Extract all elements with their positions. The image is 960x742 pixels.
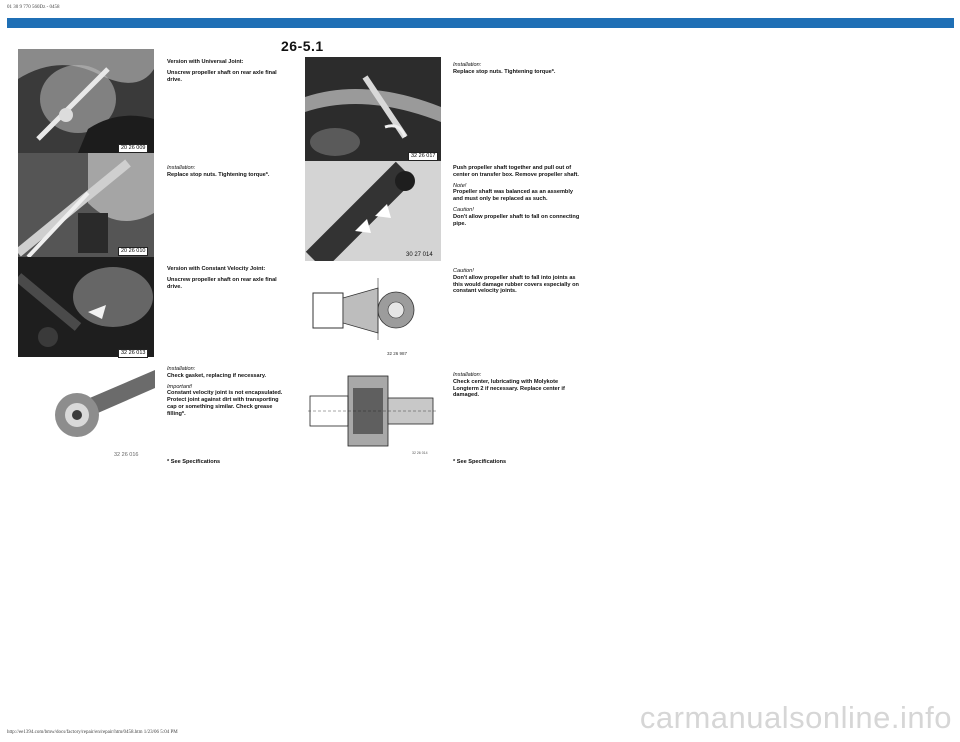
header-bar (7, 18, 954, 28)
photo-caption: 32 26 016 (114, 452, 139, 458)
watermark: carmanualsonline.info (639, 700, 952, 735)
instruction-text: Don't allow propeller shaft to fall into joints as this would damage rubber covers especially on constant velocity joints. (453, 274, 579, 295)
instruction-text: Unscrew propeller shaft on rear axle final drive. (167, 276, 277, 290)
instruction-text: Propeller shaft was balanced as an assembly and must only be replaced as such. (453, 189, 574, 203)
instruction-text: Unscrew propeller shaft on rear axle final drive. (167, 69, 277, 83)
text-installation-3 (453, 62, 583, 76)
instruction-text: Push propeller shaft together and pull out of center on transfer box. Remove propeller shaft. (453, 165, 579, 178)
photo-transfer-box (305, 161, 441, 261)
section-heading: Version with Universal Joint: (167, 59, 244, 65)
page-number: 26-5.1 (281, 38, 324, 54)
footer-url: http://ee1394.com/bmw/docs/factory/repair/en/repair/htm/0458.htm 1/23/06 5:04 PM (7, 730, 178, 735)
text-universal-joint (167, 59, 285, 87)
photo-caption: 20 26 009 (118, 144, 148, 153)
footnote: * See Specifications (453, 459, 507, 465)
photo-cv-joint-car (18, 257, 154, 357)
photo-caption: 30 27 014 (406, 252, 433, 258)
instruction-text: Check gasket, replacing if necessary. (167, 372, 267, 379)
text-installation-4 (453, 372, 581, 399)
document-id: 01 30 9 770 560Dz - 0458 (7, 5, 60, 10)
text-remove-shaft (453, 165, 581, 227)
instruction-text: Replace stop nuts. Tightening torque*. (167, 171, 270, 178)
diagram-center-bearing (308, 368, 438, 454)
text-caution-joints (453, 268, 581, 295)
text-installation-2 (167, 366, 287, 418)
photo-cv-joint-shaft (45, 360, 155, 450)
installation-label: Installation: (453, 62, 482, 68)
instruction-text: Replace stop nuts. Tightening torque*. (453, 68, 556, 75)
caution-label: Caution! (453, 206, 474, 213)
text-installation-1 (167, 165, 285, 179)
photo-universal-joint (18, 49, 154, 153)
instruction-text: Don't allow propeller shaft to fall on connecting pipe. (453, 213, 580, 227)
diagram-cv-joint (308, 268, 428, 350)
photo-stop-nuts-rear (305, 57, 441, 161)
photo-stop-nuts (18, 153, 154, 257)
diagram-caption: 32 26 987 (387, 351, 408, 356)
important-label: Important! (167, 383, 193, 390)
photo-caption: 32 26 013 (118, 349, 148, 358)
note-label: Note! (453, 182, 467, 189)
footnote: * See Specifications (167, 459, 221, 465)
text-cv-joint (167, 266, 285, 294)
installation-label: Installation: (167, 366, 196, 372)
instruction-text: Check center, lubricating with Molykote Longterm 2 if necessary. Replace center if damaged. (453, 378, 565, 399)
section-heading: Version with Constant Velocity Joint: (167, 266, 266, 272)
diagram-caption: 32 26 014 (412, 451, 428, 455)
instruction-text: Constant velocity joint is not encapsulated. Protect joint against dirt with transporting cap or something similar. Check grease filling*. (167, 390, 283, 417)
caution-label: Caution! (453, 268, 474, 274)
photo-caption: 20 26 010 (118, 247, 148, 256)
photo-caption: 32 26 017 (408, 152, 438, 161)
installation-label: Installation: (167, 165, 196, 171)
installation-label: Installation: (453, 372, 482, 378)
